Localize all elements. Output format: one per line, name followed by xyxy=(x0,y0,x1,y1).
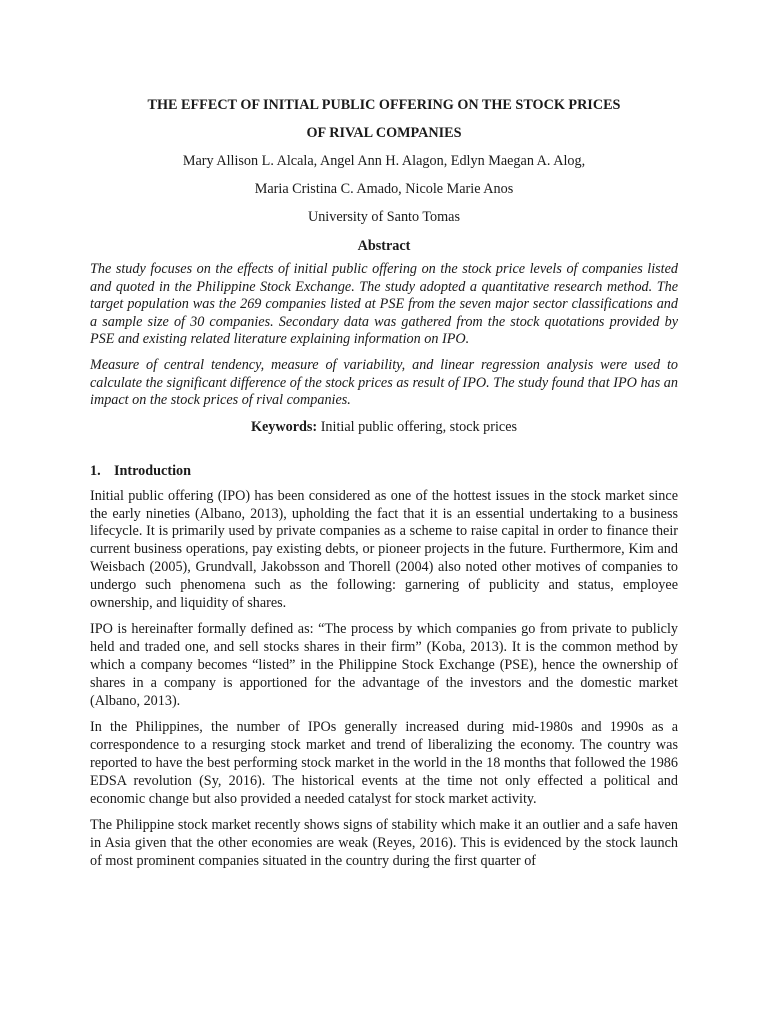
paper-title-line-1: THE EFFECT OF INITIAL PUBLIC OFFERING ON THE STOCK PRICES xyxy=(147,97,621,113)
page-content xyxy=(90,91,678,880)
keywords-label: Keywords: xyxy=(250,418,318,435)
paper-title-line-2: OF RIVAL COMPANIES xyxy=(306,125,462,141)
section-number: 1. xyxy=(90,462,101,479)
keywords-text: Initial public offering, stock prices xyxy=(317,418,518,435)
abstract-heading: Abstract xyxy=(357,238,411,254)
abstract-paragraph-1: The study focuses on the effects of initial public offering on the stock price levels of companies listed and quoted in the Philippine Stock Exchange. The study adopted a quantitative research method. The target population was the 269 companies listed at PSE from the seven major sector classifications and a sample size of 30 companies. Secondary data was gathered from the stock quotations provided by PSE and existing related literature explaining information on IPO. xyxy=(90,261,678,348)
body-paragraph-4: The Philippine stock market recently shows signs of stability which make it an outlier and a safe haven in Asia given that the other economies are weak (Reyes, 2016). This is evidenced by the stock launch of most prominent companies situated in the country during the first quarter of xyxy=(90,817,678,869)
body-paragraph-3: In the Philippines, the number of IPOs generally increased during mid-1980s and 1990s as a correspondence to a resurging stock market and trend of liberalizing the economy. The country was reported to have the best performing stock market in the world in the 18 months that followed the 1986 EDSA revolution (Sy, 2016). The historical events at the time not only effected a political and economic change but also provided a needed catalyst for stock market activity. xyxy=(90,719,678,807)
body-paragraph-1: Initial public offering (IPO) has been considered as one of the hottest issues in the stock market since the early nineties (Albano, 2013), upholding the fact that it is an essential undertaking to a business lifecycle. It is primarily used by private companies as a scheme to raise capital in order to finance their current business operations, pay existing debts, or pioneer projects in the future. Furthermore, Kim and Weisbach (2005), Grundvall, Jakobsson and Thorell (2004) also noted other motives of companies to undergo such phenomena such as the following: garnering of publicity and status, employee ownership, and liquidity of shares. xyxy=(90,487,678,611)
abstract-body xyxy=(90,261,678,410)
introduction-body xyxy=(90,488,678,872)
section-heading-introduction xyxy=(90,462,678,480)
keywords-line xyxy=(90,418,678,436)
body-paragraph-2: IPO is hereinafter formally defined as: “The process by which companies go from private to publicly held and traded one, and sell stocks shares in their firm” (Koba, 2013). It is the common method by which a company becomes “listed” in the Philippine Stock Exchange (PSE), hence the ownership of shares in a company is apportioned for the advantage of the investors and the domestic market (Albano, 2013). xyxy=(90,621,678,709)
affiliation: University of Santo Tomas xyxy=(307,209,461,225)
author-line-2: Maria Cristina C. Amado, Nicole Marie Anos xyxy=(254,181,514,197)
section-title: Introduction xyxy=(114,462,191,479)
author-line-1: Mary Allison L. Alcala, Angel Ann H. Alagon, Edlyn Maegan A. Alog, xyxy=(182,153,586,169)
abstract-paragraph-2: Measure of central tendency, measure of variability, and linear regression analysis were used to calculate the significant difference of the stock prices as result of IPO. The study found that IPO has an impact on the stock prices of rival companies. xyxy=(90,356,678,409)
